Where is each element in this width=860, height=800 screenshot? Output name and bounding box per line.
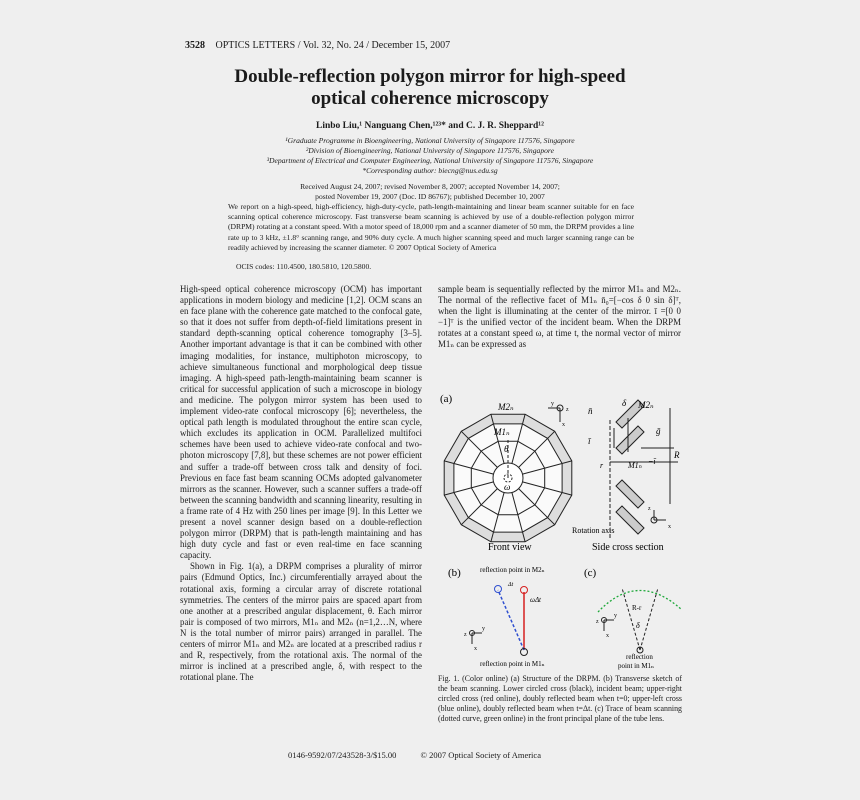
affiliation-1: ¹Graduate Programme in Bioengineering, National University of Singapore 117576, Singapore xyxy=(285,136,575,145)
m1-label: M1ₙ xyxy=(494,427,510,437)
m2-side-label: M2ₙ xyxy=(638,400,654,410)
axis-z-b: z xyxy=(464,632,467,638)
affiliation-2: ²Division of Bioengineering, National University of Singapore 117576, Singapore xyxy=(306,146,554,155)
received-line-1: Received August 24, 2007; revised November 8, 2007; accepted November 14, 2007; xyxy=(300,182,560,191)
axis-z-a: z xyxy=(566,407,569,413)
g-vector-label: ḡ xyxy=(656,426,661,436)
panel-a-label: (a) xyxy=(440,393,453,405)
affiliation-3: ³Department of Electrical and Computer Engineering, National University of Singapore 117576, Singapore xyxy=(266,156,594,165)
axis-x-b: x xyxy=(474,646,477,652)
footer xyxy=(288,750,541,760)
page-number: 3528 xyxy=(185,40,205,51)
c-bottom-1: reflection xyxy=(626,653,653,661)
n-vector-label: n̄ xyxy=(588,406,593,416)
paragraph-intro: High-speed optical coherence microscopy (OCM) has important applications in modern biology and medicine [1,2]. OCM scans an en face plane with the coherence gate matched to the confocal gate, so that it does not suffer from depth-of-field limitations present in standard depth-scanning optical coherence tomography [3–5]. Another important advantage is that it can be combined with other imaging modalities, for instance, multiphoton microscopy, to achieve simultaneous functional and morphological deep tissue imaging. A high-speed path-length-maintaining beam scanner is critical for successful application of such a microscope in biology and medicine. The polygon mirror system has been used to implement video-rate confocal microscopy [6]; nevertheless, the optical path length is modulated throughout the entire scan cycle, which excludes its application in OCM. Parallelized multifoci schemes have been used to achieve video-rate confocal and two-photon microscopy [7,8], but these schemes are not power efficient and suffer a trade-off between cross talk and density of foci. Previous en face fast beam scanning OCMs adopted galvanometer mirrors as the scanner. However, such a scanner suffers a trade-off between the scanning bandwidth and scanning linearity, resulting in a frame rate of 4 Hz with 250 lines per image [9]. In this Letter we present a novel scanner design based on a double-reflection polygon mirror (DRPM) that is path-length maintaining and has high duty cycle and fast or even real-time en face scanning capacity. xyxy=(180,284,422,561)
running-head: OPTICS LETTERS / Vol. 32, No. 24 / December 15, 2007 xyxy=(215,40,451,51)
axes-b xyxy=(470,631,483,645)
axis-y-b: y xyxy=(482,626,485,632)
right-column xyxy=(438,284,681,351)
front-view-label: Front view xyxy=(488,542,532,553)
authors: Linbo Liu,¹ Nanguang Chen,¹²³* and C. J. R. Sheppard¹² xyxy=(315,121,544,131)
b-blue-line xyxy=(498,590,524,650)
m1-side-label: M1ₙ xyxy=(628,461,642,470)
paragraph-right: sample beam is sequentially reflected by the mirror M1ₙ and M2ₙ. The normal of the reflective facet of M1ₙ n̄₀=[−cos δ 0 sin δ]ᵀ, when the light is illuminating at the center of the mirror. ī =[0 0 −1]ᵀ is the unified vector of the incident beam. When the DRPM rotates at a constant speed ω, at time t, the normal vector of mirror M1ₙ can be expressed as xyxy=(438,284,681,350)
side-view-label: Side cross section xyxy=(592,542,664,553)
b-omega-dt: ωΔt xyxy=(530,596,541,604)
panel-b-label: (b) xyxy=(448,567,461,579)
abstract: We report on a high-speed, high-efficiency, high-duty-cycle, path-length-maintaining and linear beam scanner suitable for en face scanning optical coherence microscopy. Fast transverse beam scanning is achieved by use of a double-reflection polygon mirror (DRPM) rotating at a constant speed. With a motor speed of 18,000 rpm and a scanner diameter of 50 mm, the DRPM provides a line rate up to 3 kHz, ±1.8° scanning range, and 90% duty cycle. A much higher scanning speed and much larger scanning range can be readily achieved by increasing the scanner diameter. © 2007 Optical Society of America xyxy=(228,202,634,252)
axis-x-a: x xyxy=(562,422,565,428)
footer-code: 0146-9592/07/243528-3/$15.00 xyxy=(288,750,397,760)
b-top-label: reflection point in M2ₙ xyxy=(480,566,545,574)
theta-label: θ xyxy=(504,444,509,454)
delta-label: δ xyxy=(622,398,627,408)
figure-1 xyxy=(438,388,702,672)
c-R-label: R-r xyxy=(632,604,642,612)
neg-i-label: −ī xyxy=(648,457,656,466)
ocis-codes: OCIS codes: 110.4500, 180.5810, 120.5800. xyxy=(236,262,372,271)
omega-label: ω xyxy=(504,482,511,492)
axis-z-side: z xyxy=(648,506,651,512)
title-line-2: optical coherence microscopy xyxy=(311,88,549,109)
c-line-left xyxy=(622,588,640,650)
axes-a xyxy=(548,405,563,422)
panel-c-label: (c) xyxy=(584,567,597,579)
side-cross-section xyxy=(610,400,678,538)
corresponding-author: *Corresponding author: biecng@nus.edu.sg xyxy=(362,166,498,175)
c-bottom-2: point in M1ₙ xyxy=(618,662,655,670)
c-line-right xyxy=(640,588,658,650)
article-title xyxy=(150,66,710,110)
axis-y-a: y xyxy=(551,401,554,407)
r-label: r xyxy=(600,461,604,470)
axes-c xyxy=(602,618,615,632)
running-header xyxy=(185,40,450,51)
rotation-axis-label: Rotation axis xyxy=(572,526,615,535)
affiliations xyxy=(150,136,710,176)
m2-label: M2ₙ xyxy=(498,402,514,412)
axis-z-c: z xyxy=(596,619,599,625)
axes-side xyxy=(651,510,666,523)
received-dates xyxy=(150,182,710,202)
R-label: R xyxy=(674,450,680,460)
axis-x-c: x xyxy=(606,633,609,639)
axis-y-c: y xyxy=(614,613,617,619)
figure-caption: Fig. 1. (Color online) (a) Structure of the DRPM. (b) Transverse sketch of the beam scanning. Lower circled cross (black), incident beam; upper-right circled cross (red online), doubly reflected beam when t=0; upper-left cross (blue online), doubly reflected beam when t=Δt. (c) Trace of beam scanning (dotted curve, green online) in the front principal plane of the tube lens. xyxy=(438,674,682,723)
b-blue-marker xyxy=(495,586,502,593)
left-column xyxy=(180,284,422,683)
axis-x-side: x xyxy=(668,524,671,530)
i-vector-label: ī xyxy=(588,436,591,446)
b-bottom-label: reflection point in M1ₙ xyxy=(480,660,545,668)
b-delta-t: Δt xyxy=(508,582,514,588)
c-delta-label: δ xyxy=(636,621,640,630)
footer-copyright: © 2007 Optical Society of America xyxy=(420,750,541,760)
received-line-2: posted November 19, 2007 (Doc. ID 86767); published December 10, 2007 xyxy=(315,192,545,201)
title-line-1: Double-reflection polygon mirror for high-speed xyxy=(234,66,626,87)
paragraph-drpm: Shown in Fig. 1(a), a DRPM comprises a plurality of mirror pairs (Edmund Optics, Inc.) circumferentially arrayed about the rotational axis, forming a circular array of discrete rotational symmetries. The centers of the mirror pairs are spaced apart from one another at a prescribed angular displacement, θ. Each mirror pair is composed of two mirrors, M1ₙ and M2ₙ (n=1,2…N, where N is the total number of mirror pairs) arranged in parallel. The centers of mirror M1ₙ and M2ₙ are located at a prescribed radius r and R, respectively, from the rotational axis. The normal of the mirror is inclined at a prescribed angle, δ, with respect to the rotational plane. The xyxy=(180,561,422,683)
